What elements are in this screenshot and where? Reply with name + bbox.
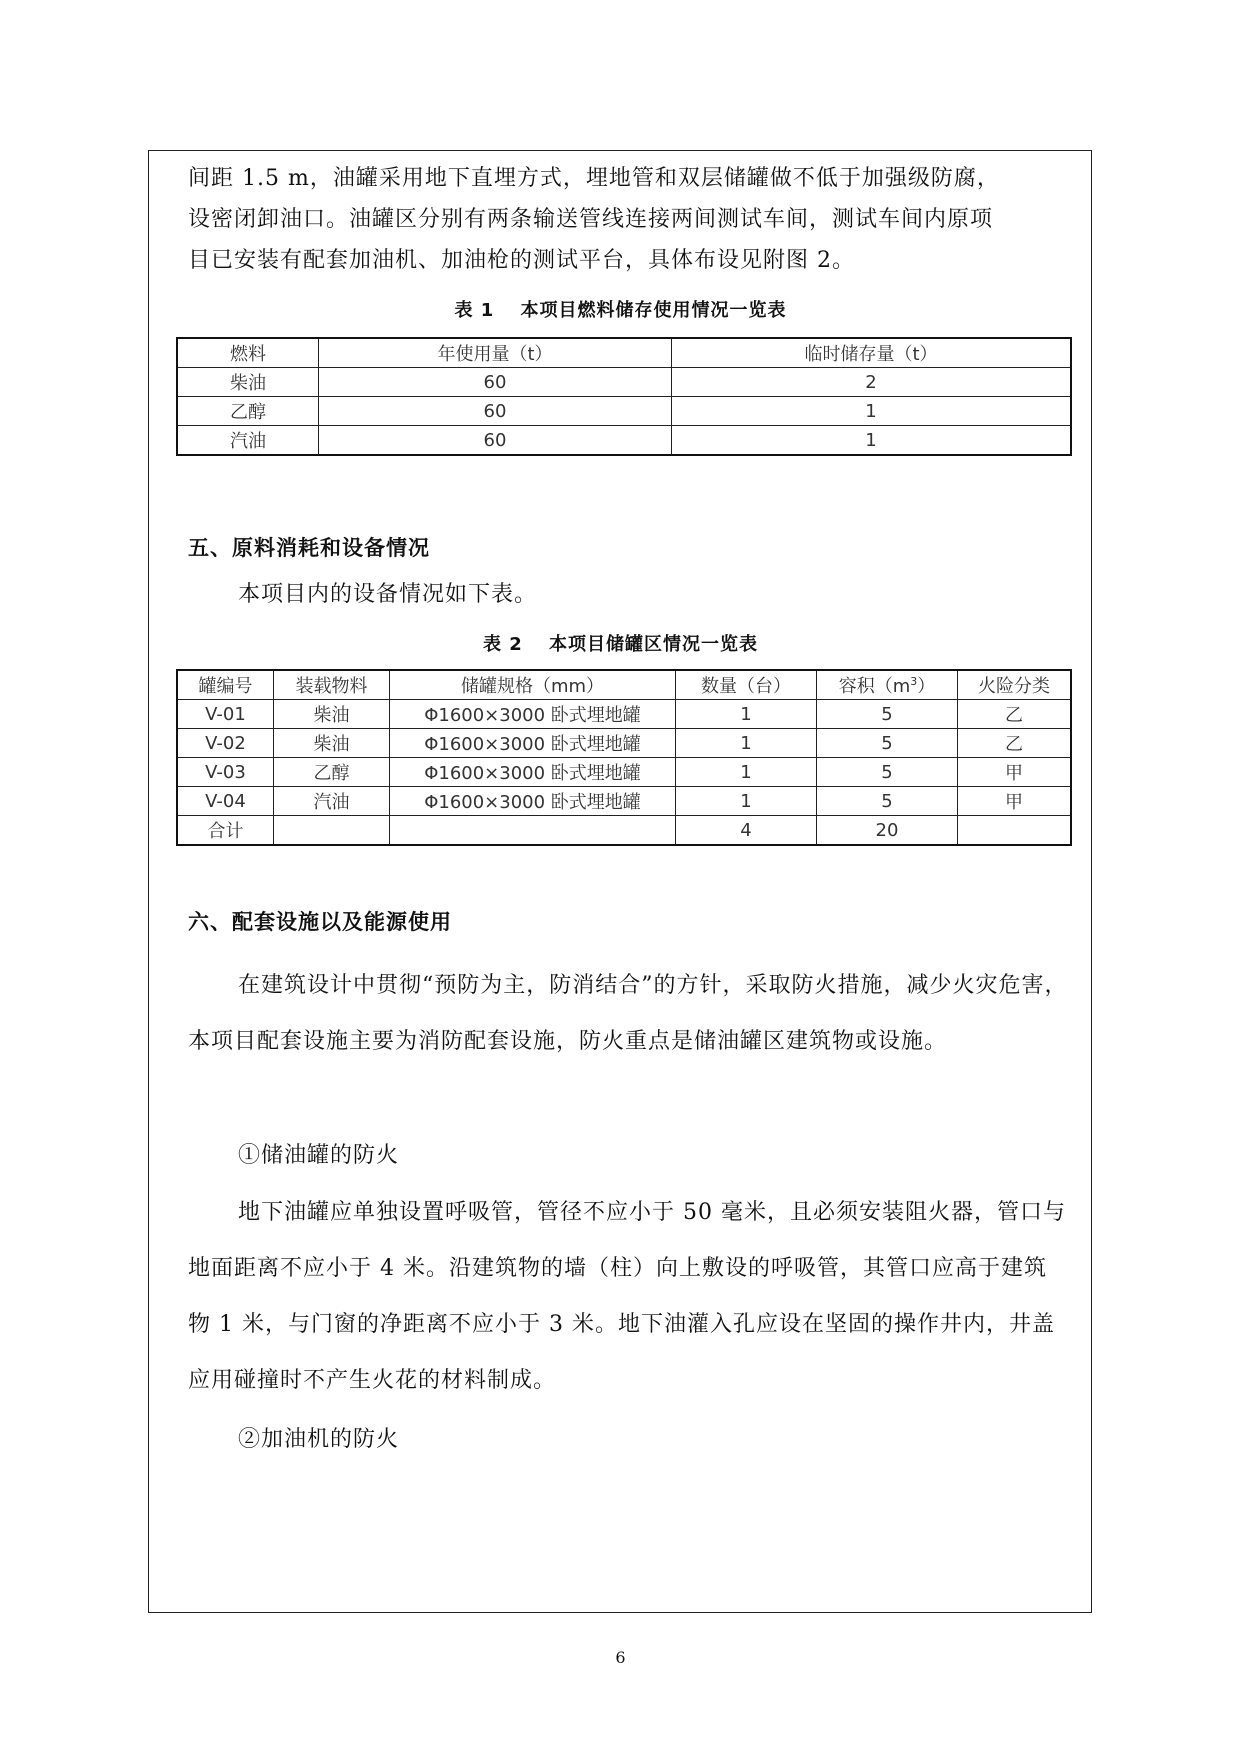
table-cell: 5 [817,787,958,816]
table-cell: 5 [817,758,958,787]
table-cell: V-02 [177,729,274,758]
table-row [177,368,1071,397]
table-cell: 1 [676,729,817,758]
table-cell: 1 [676,758,817,787]
table-cell: 20 [817,816,958,846]
intro-line: 间距 1.5 m，油罐采用地下直埋方式，埋地管和双层储罐做不低于加强级防腐， [188,166,1000,191]
table-cell: Φ1600×3000 卧式埋地罐 [390,729,676,758]
table-cell: 60 [319,426,672,456]
header-cell: 容积$(m^3)$ [817,670,958,700]
tank-area-table [176,669,1072,846]
table-cell [958,816,1072,846]
table-cell: 2 [672,368,1072,397]
table-cell: Φ1600×3000 卧式埋地罐 [390,787,676,816]
table-row [177,397,1071,426]
fuel-storage-table [176,337,1072,456]
table-row [177,700,1071,729]
item2-title: ②加油机的防火 [238,1427,400,1452]
section5-heading: 五、原料消耗和设备情况 [188,536,430,560]
header-cell: 燃料 [177,338,319,368]
table-cell: Φ1600×3000 卧式埋地罐 [390,758,676,787]
table-total-row [177,816,1071,846]
table-row [177,758,1071,787]
table-cell: 5 [817,700,958,729]
table-header-row [177,670,1071,700]
table-cell: 5 [817,729,958,758]
table-row [177,729,1071,758]
table-cell: 乙醇 [274,758,390,787]
header-cell: 罐编号 [177,670,274,700]
table-header-row [177,338,1071,368]
header-cell: 储罐规格（mm） [390,670,676,700]
table-cell [390,816,676,846]
header-cell: 装载物料 [274,670,390,700]
table-cell: 1 [672,426,1072,456]
table-cell: 乙醇 [177,397,319,426]
table-cell: 60 [319,397,672,426]
item1-text: 地下油罐应单独设置呼吸管，管径不应小于 50 毫米，且必须安装阻火器，管口与地面距离不应小于 4 米。沿建筑物的墙（柱）向上敷设的呼吸管，其管口应高于建筑物 1 米，与门窗的净距离不应小于 3 米。地下油灌入孔应设在坚固的操作井内，井盖应用碰撞时不产生火花的材料制成。 [188,1200,1066,1393]
table-cell: 4 [676,816,817,846]
item1-title: ①储油罐的防火 [238,1143,400,1168]
table1-caption: 表 1 本项目燃料储存使用情况一览表 [454,300,787,321]
table-cell: 1 [672,397,1072,426]
intro-line: 设密闭卸油口。油罐区分别有两条输送管线连接两间测试车间，测试车间内原项 [188,207,994,232]
table2-caption: 表 2 本项目储罐区情况一览表 [482,634,759,655]
header-cell: 临时储存量（t） [672,338,1072,368]
table-cell [274,816,390,846]
section6-paragraph: 在建筑设计中贯彻“预防为主，防消结合”的方针，采取防火措施，减少火灾危害，本项目配套设施主要为消防配套设施，防火重点是储油罐区建筑物或设施。 [188,973,1068,1054]
table-cell: 1 [676,787,817,816]
table-cell: 合计 [177,816,274,846]
section6-heading: 六、配套设施以及能源使用 [188,910,452,934]
table-cell: 甲 [958,758,1072,787]
table-cell: 柴油 [274,700,390,729]
table-cell: Φ1600×3000 卧式埋地罐 [390,700,676,729]
header-cell: 年使用量（t） [319,338,672,368]
header-cell: 火险分类 [958,670,1072,700]
table-cell: 柴油 [177,368,319,397]
page-number: 6 [615,1648,626,1667]
table-cell: 柴油 [274,729,390,758]
table-cell: 汽油 [177,426,319,456]
section5-text: 本项目内的设备情况如下表。 [238,582,538,607]
table-cell: V-04 [177,787,274,816]
table-cell: V-01 [177,700,274,729]
table-cell: 汽油 [274,787,390,816]
header-cell: 数量（台） [676,670,817,700]
intro-line: 目已安装有配套加油机、加油枪的测试平台，具体布设见附图 2。 [188,248,855,273]
table-cell: 乙 [958,700,1072,729]
table-cell: 乙 [958,729,1072,758]
intro-paragraph [188,162,1068,278]
table-cell: 甲 [958,787,1072,816]
table-cell: 1 [676,700,817,729]
table-cell: V-03 [177,758,274,787]
table-row [177,426,1071,456]
table-row [177,787,1071,816]
table-cell: 60 [319,368,672,397]
